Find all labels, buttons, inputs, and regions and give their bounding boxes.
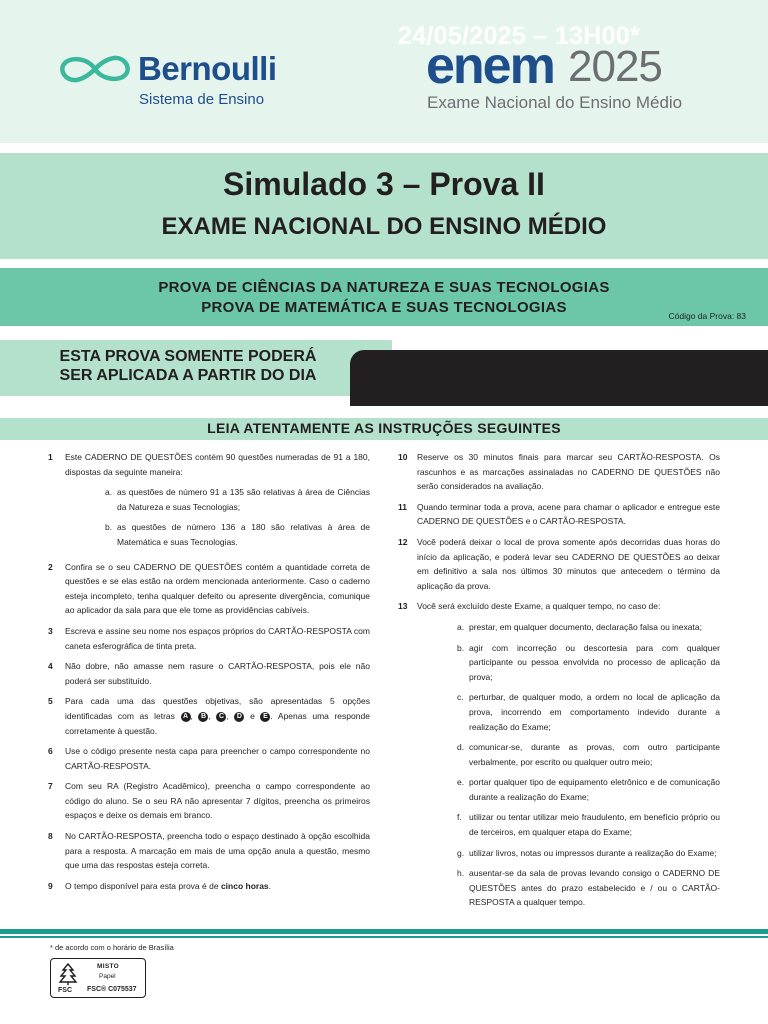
instruction-4 — [48, 659, 370, 688]
instruction-number: 5 — [48, 696, 53, 707]
instruction-13 — [398, 599, 720, 910]
instruction-11 — [398, 500, 720, 529]
footer-divider-thin — [0, 936, 768, 938]
separator: e — [250, 710, 255, 721]
instruction-text: Reserve os 30 minutos finais para marcar seu CARTÃO-RESPOSTA. Os rascunhos e as marcações assinaladas no CADERNO DE QUESTÕES não serão considerados na avaliação. — [417, 452, 720, 492]
instruction-number: 7 — [48, 781, 53, 792]
instruction-number: 10 — [398, 452, 408, 462]
date-banner-line1: ESTA PROVA SOMENTE PODERÁ — [59, 348, 317, 365]
subitem-letter: f. — [457, 812, 462, 823]
exam-area-2: PROVA DE MATEMÁTICA E SUAS TECNOLOGIAS — [201, 299, 567, 316]
instruction-text: Não dobre, não amasse nem rasure o CARTÃO-RESPOSTA, pois ele não poderá ser substituído. — [65, 661, 370, 686]
subitem-text: utilizar ou tentar utilizar meio fraudulento, em benefício próprio ou de terceiros, em qualquer etapa do Exame; — [469, 812, 720, 838]
instructions-title: LEIA ATENTAMENTE AS INSTRUÇÕES SEGUINTES — [207, 420, 561, 436]
subitem-text: as questões de número 91 a 135 são relativas à área de Ciências da Natureza e suas Tecnologias; — [117, 487, 370, 512]
subitem-text: perturbar, de qualquer modo, a ordem no local de aplicação da prova, incorrendo em comportamento indevido durante a realização do Exame; — [469, 692, 720, 732]
enem-tagline: Exame Nacional do Ensino Médio — [427, 93, 683, 112]
subitem-letter: b. — [105, 522, 113, 533]
subitem-text: agir com incorreção ou descortesia para com qualquer participante ou pessoa envolvida no processo de aplicação da prova; — [469, 642, 720, 682]
page-subtitle: EXAME NACIONAL DO ENSINO MÉDIO — [161, 213, 607, 240]
enem-wordmark: enem — [426, 37, 554, 95]
instruction-text: Você poderá deixar o local de prova somente após decorridas duas horas do início da aplicação, e poderá levar seu CADERNO DE QUESTÕES ao deixar em definitivo a sala nos últimos 30 minutos que antecedem o término da aplicação da prova. — [417, 536, 720, 591]
instruction-number: 13 — [398, 601, 408, 612]
subitem-letter: c. — [457, 692, 464, 703]
option-a-badge: A — [181, 712, 191, 722]
instruction-subitem — [65, 520, 370, 549]
fsc-certification — [50, 958, 146, 998]
subitem-letter: g. — [457, 847, 465, 858]
instruction-text: Quando terminar toda a prova, acene para chamar o aplicador e entregue este CADERNO DE QUESTÕES e o CARTÃO-RESPOSTA. — [417, 501, 720, 527]
instruction-subitem — [417, 846, 720, 861]
instruction-text: No CARTÃO-RESPOSTA, preencha todo o espaço destinado à opção escolhida para a resposta. A marcação em mais de uma opção anula a questão, mesmo que uma das respostas esteja correta. — [65, 831, 370, 871]
subitem-text: utilizar livros, notas ou impressos durante a realização do Exame; — [469, 847, 717, 858]
instruction-text: Você será excluído deste Exame, a qualquer tempo, no caso de: — [417, 601, 661, 612]
instruction-subitem — [417, 775, 720, 804]
subitem-letter: b. — [457, 642, 465, 653]
instruction-text-end: . — [268, 880, 272, 891]
subitem-letter: d. — [457, 742, 465, 753]
enem-year: 2025 — [568, 42, 662, 91]
instruction-text: Para cada uma das questões objetivas, são apresentadas 5 opções identificadas com as letras — [65, 696, 370, 721]
bernoulli-wordmark: Bernoulli — [138, 50, 277, 87]
instructions-right-column — [398, 450, 720, 916]
instruction-number: 8 — [48, 831, 53, 842]
date-banner — [0, 340, 768, 406]
instruction-text: Use o código presente nesta capa para preencher o campo correspondente no CARTÃO-RESPOSTA. — [65, 746, 370, 771]
subitem-letter: a. — [105, 487, 113, 498]
instruction-subitem — [417, 641, 720, 685]
instruction-text: O tempo disponível para esta prova é de — [65, 880, 219, 891]
date-banner-label — [18, 347, 358, 385]
option-e-badge: E — [260, 712, 270, 722]
instructions-left-column — [48, 450, 370, 899]
footer-divider — [0, 929, 768, 934]
instruction-7 — [48, 779, 370, 823]
exam-band — [0, 268, 768, 326]
page-title: Simulado 3 – Prova II — [223, 166, 545, 202]
instruction-9 — [48, 879, 370, 894]
instruction-number: 11 — [398, 501, 407, 512]
exam-datetime: 24/05/2025 – 13H00* — [398, 22, 641, 50]
instruction-subitem — [417, 740, 720, 769]
instruction-10 — [398, 450, 720, 494]
instruction-12 — [398, 535, 720, 593]
fsc-label: FSC — [58, 987, 72, 994]
instruction-number: 6 — [48, 746, 53, 757]
instruction-text: Escreva e assine seu nome nos espaços próprios do CARTÃO-RESPOSTA com caneta esferográfica de tinta preta. — [65, 625, 370, 651]
separator: , — [190, 710, 193, 721]
instruction-number: 4 — [48, 661, 53, 672]
instruction-number: 2 — [48, 561, 53, 572]
instruction-text-end: . Apenas uma responde corretamente à questão. — [65, 710, 370, 736]
instruction-subitem — [417, 810, 720, 839]
fsc-code: FSC® C075537 — [87, 986, 137, 993]
bernoulli-tagline: Sistema de Ensino — [139, 91, 265, 108]
instruction-3 — [48, 624, 370, 653]
exam-code: Código da Prova: 83 — [668, 311, 746, 321]
instruction-number: 3 — [48, 625, 53, 636]
page-header — [0, 0, 768, 143]
subitem-text: as questões de número 136 a 180 são relativas à área de Matemática e suas Tecnologias. — [117, 522, 370, 547]
subitem-text: comunicar-se, durante as provas, com outro participante verbalmente, por escrito ou qualquer outro meio; — [469, 742, 720, 767]
instruction-subitem — [417, 866, 720, 910]
instruction-subitem — [417, 690, 720, 734]
subitem-text: portar qualquer tipo de equipamento eletrônico e de comunicação durante a realização do Exame; — [469, 777, 720, 802]
subitem-text: prestar, em qualquer documento, declaração falsa ou inexata; — [469, 621, 702, 632]
separator: , — [208, 710, 211, 721]
fsc-tree-icon — [55, 962, 81, 986]
subitem-letter: e. — [457, 777, 465, 788]
option-c-badge: C — [216, 712, 226, 722]
fsc-papel: Papel — [99, 973, 116, 980]
exam-area-1: PROVA DE CIÊNCIAS DA NATUREZA E SUAS TECNOLOGIAS — [158, 279, 610, 296]
subitem-text: ausentar-se da sala de provas levando consigo o CADERNO DE QUESTÕES antes do prazo estabelecido e / ou o CARTÃO-RESPOSTA a qualquer tempo. — [469, 868, 720, 908]
instruction-emphasis: cinco horas — [220, 880, 269, 891]
instruction-text: Este CADERNO DE QUESTÕES contém 90 questões numeradas de 91 a 180, dispostas da seguinte maneira: — [65, 452, 370, 477]
instruction-number: 9 — [48, 880, 53, 891]
subitem-letter: a. — [457, 621, 465, 632]
instruction-text: Com seu RA (Registro Acadêmico), preencha o campo correspondente ao código do aluno. Se o seu RA não apresentar 7 dígitos, preencha os primeiros espaços e deixe os demais em branco. — [65, 781, 370, 821]
date-banner-line2: SER APLICADA A PARTIR DO DIA — [59, 367, 317, 384]
date-banner-right — [350, 350, 768, 406]
instruction-1 — [48, 450, 370, 550]
infinity-icon — [58, 52, 132, 86]
instruction-6 — [48, 744, 370, 773]
subitem-letter: h. — [457, 868, 465, 879]
instruction-5 — [48, 694, 370, 738]
option-b-badge: B — [198, 712, 208, 722]
instruction-number: 12 — [398, 536, 408, 547]
separator: , — [226, 710, 229, 721]
fsc-misto: MISTO — [97, 963, 119, 970]
instruction-text: Confira se o seu CADERNO DE QUESTÕES contém a quantidade correta de questões e se elas estão na ordem mencionada anteriormente. Caso o caderno esteja incompleto, tenha qualquer defeito ou apresente divergência, comunique ao aplicador da sala para que ele tome as providências cabíveis. — [65, 561, 370, 616]
option-d-badge: D — [234, 712, 244, 722]
instruction-subitem — [65, 485, 370, 514]
instruction-number: 1 — [48, 452, 53, 462]
footnote: * de acordo com o horário de Brasília — [50, 943, 174, 952]
instruction-subitem — [417, 620, 720, 635]
instruction-2 — [48, 560, 370, 618]
instruction-8 — [48, 829, 370, 873]
